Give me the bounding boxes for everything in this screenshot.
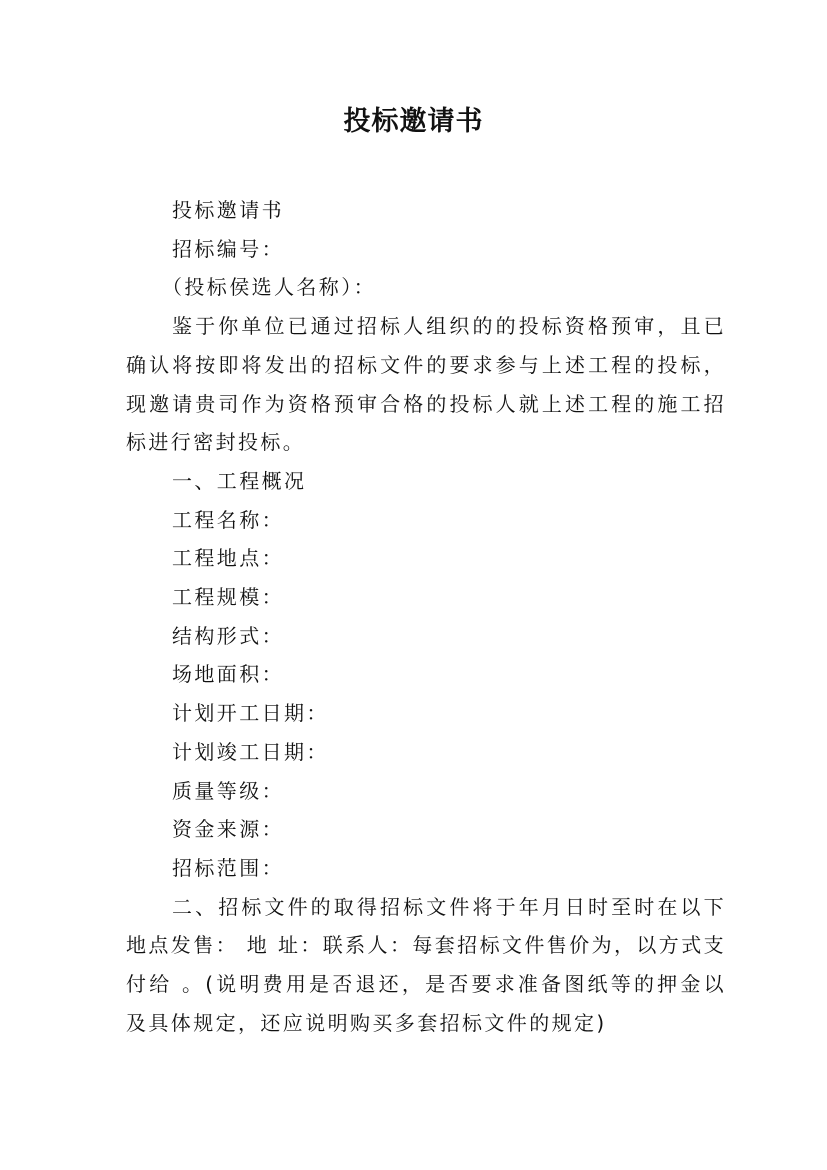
field-structure-type: 结构形式： <box>172 623 284 648</box>
field-funding-source: 资金来源： <box>172 817 284 842</box>
field-quality-grade: 质量等级： <box>172 778 284 803</box>
field-project-scale: 工程规模： <box>172 585 284 610</box>
field-project-name: 工程名称： <box>172 507 284 532</box>
field-planned-start-date: 计划开工日期： <box>172 701 329 726</box>
document-title: 投标邀请书 <box>343 106 484 137</box>
field-site-area: 场地面积： <box>172 662 284 687</box>
section-tender-documents: 二、招标文件的取得招标文件将于年月日时至时在以下地点发售： 地 址：联系人：每套招标文件售价为，以方式支付给 。(说明费用是否退还，是否要求准备图纸等的押金以及具体规定，还应说明购买多套招标文件的规定) <box>126 894 726 1035</box>
paragraph-invitation: 鉴于你单位已通过招标人组织的的投标资格预审，且已确认将按即将发出的招标文件的要求参与上述工程的投标，现邀请贵司作为资格预审合格的投标人就上述工程的施工招标进行密封投标。 <box>126 314 726 455</box>
field-tender-scope: 招标范围： <box>172 855 284 880</box>
document-body <box>126 191 726 1042</box>
paragraph-heading: 投标邀请书 <box>172 198 284 222</box>
field-project-location: 工程地点： <box>172 546 284 571</box>
paragraph-bidder-name: （投标侯选人名称）： <box>162 275 376 300</box>
section-heading-overview: 一、工程概况 <box>172 468 307 493</box>
field-planned-completion-date: 计划竣工日期： <box>172 739 329 764</box>
paragraph-tender-number: 招标编号： <box>172 236 284 261</box>
